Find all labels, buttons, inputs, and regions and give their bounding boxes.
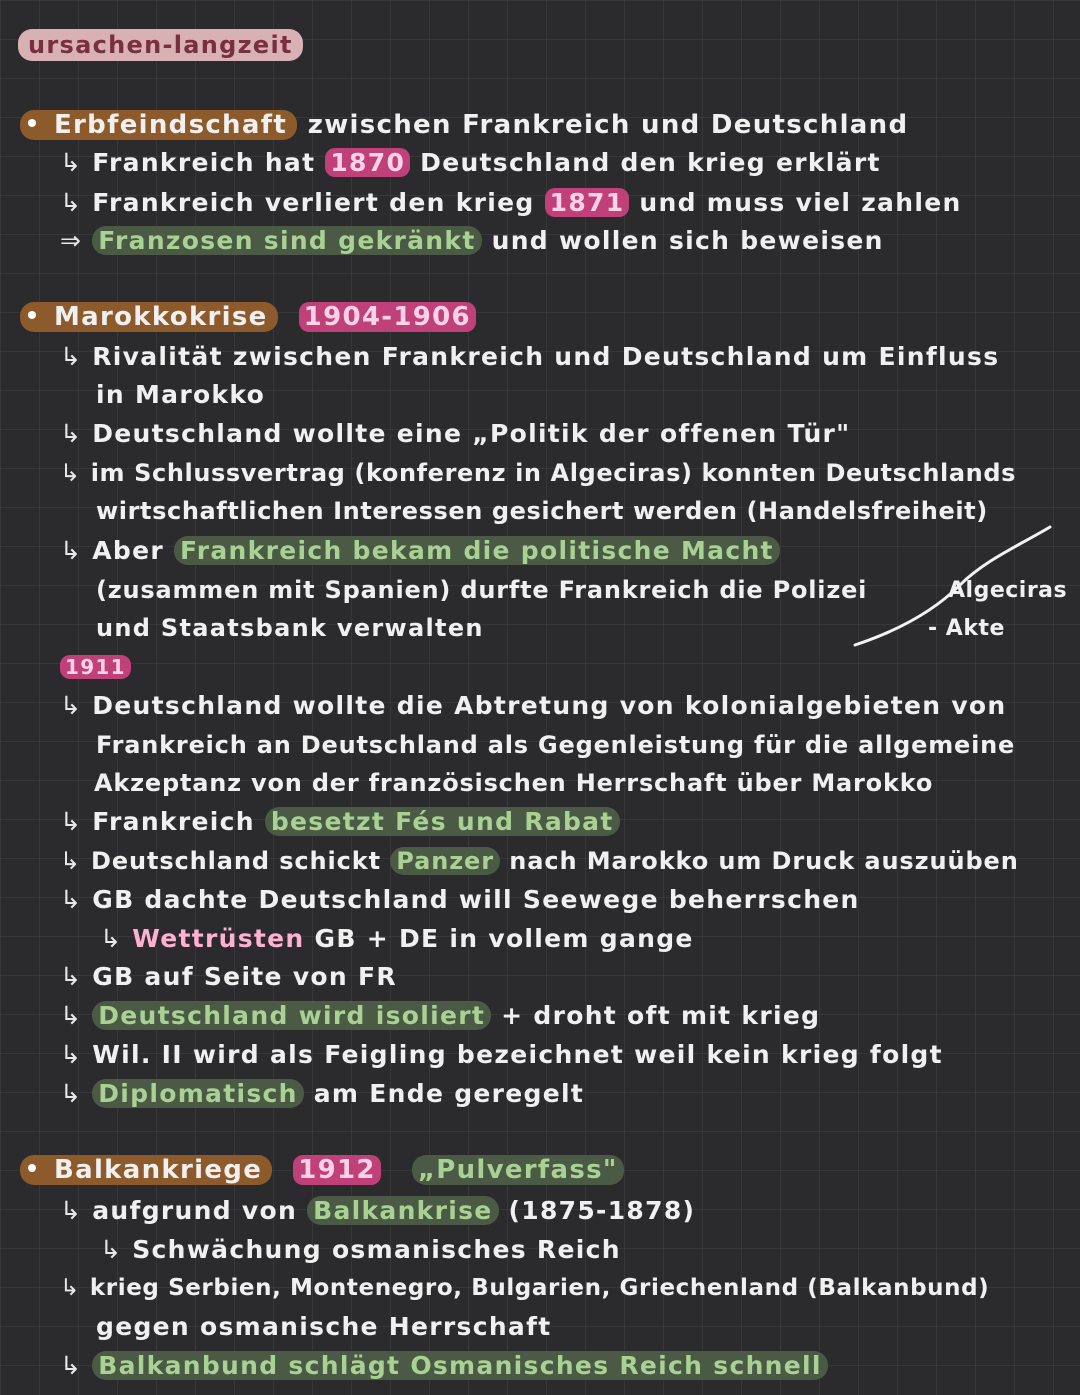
arrow-icon: ↳ [60, 1001, 83, 1030]
marokko-line-m4: ↳ GB dachte Deutschland will Seewege beherrschen [60, 885, 860, 914]
heading-highlight: Erbfeindschaft [20, 110, 297, 140]
marokko-line-m2: ↳ Frankreich besetzt Fés und Rabat [60, 805, 620, 839]
marokko-line-m3: ↳ Deutschland schickt Panzer nach Marokko um Druck auszuüben [60, 847, 1019, 875]
arrow-icon: ↳ [60, 419, 83, 448]
marokko-line-1b: in Marokko [96, 380, 266, 409]
arrow-icon: ↳ [60, 459, 81, 487]
marokko-line-m1b: Frankreich an Deutschland als Gegenleistung für die allgemeine [96, 731, 1016, 759]
arrow-icon: ↳ [100, 1235, 123, 1264]
marokko-line-2: ↳ Deutschland wollte eine „Politik der offenen Tür" [60, 419, 851, 448]
arrow-icon: ↳ [60, 691, 83, 720]
balkan-line-4: ↳ Balkanbund schlägt Osmanisches Reich schnell [60, 1349, 828, 1383]
balkan-line-3b: gegen osmanische Herrschaft [96, 1312, 552, 1341]
erbfeind-line-1: ↳ Frankreich hat 1870 Deutschland den krieg erklärt [60, 148, 881, 177]
side-note-algeciras: Algeciras [948, 578, 1068, 603]
arrow-icon: ↳ [60, 885, 83, 914]
arrow-icon: ↳ [60, 1196, 83, 1225]
heading-highlight: Balkankriege [20, 1155, 272, 1185]
connector-line [855, 527, 1050, 645]
implies-icon: ⇒ [60, 226, 83, 255]
arrow-icon: ↳ [100, 924, 123, 953]
arrow-icon: ↳ [60, 1275, 80, 1301]
marokko-line-3: ↳ im Schlussvertrag (konferenz in Algeciras) konnten Deutschlands [60, 459, 1017, 487]
erbfeind-line-2: ↳ Frankreich verliert den krieg 1871 und muss viel zahlen [60, 188, 962, 217]
balkan-line-1: ↳ aufgrund von Balkankrise (1875-1878) [60, 1196, 696, 1225]
marokko-line-4: ↳ Aber Frankreich bekam die politische Macht [60, 534, 780, 568]
marokko-line-5: (zusammen mit Spanien) durfte Frankreich die Polizei [96, 576, 868, 604]
marokko-line-3b: wirtschaftlichen Interessen gesichert werden (Handelsfreiheit) [96, 497, 988, 525]
arrow-icon: ↳ [60, 342, 83, 371]
arrow-icon: ↳ [60, 847, 82, 875]
marokko-line-m1: ↳ Deutschland wollte die Abtretung von kolonialgebieten von [60, 691, 1007, 720]
marokko-line-m6: ↳ GB auf Seite von FR [60, 962, 397, 991]
side-note-akte: - Akte [928, 616, 1005, 641]
marokko-line-1: ↳ Rivalität zwischen Frankreich und Deutschland um Einfluss [60, 342, 1000, 371]
marokko-line-m1c: Akzeptanz von der französischen Herrschaft über Marokko [94, 769, 934, 797]
section-balkan-heading: Balkankriege 1912 „Pulverfass" [20, 1153, 624, 1187]
arrow-icon: ↳ [60, 1040, 83, 1069]
arrow-icon: ↳ [60, 1079, 83, 1108]
marokko-line-m9: ↳ Diplomatisch am Ende geregelt [60, 1079, 585, 1108]
arrow-icon: ↳ [60, 807, 83, 836]
section-marokko-heading: Marokkokrise 1904-1906 [20, 300, 476, 334]
arrow-icon: ↳ [60, 188, 83, 217]
heading-highlight: Marokkokrise [20, 302, 278, 332]
balkan-line-2: ↳ Schwächung osmanisches Reich [100, 1235, 621, 1264]
erbfeind-line-3: ⇒ Franzosen sind gekränkt und wollen sich beweisen [60, 226, 884, 255]
marokko-line-m7: ↳ Deutschland wird isoliert + droht oft mit krieg [60, 1001, 821, 1030]
arrow-icon: ↳ [60, 1351, 83, 1380]
section-erbfeind-heading: Erbfeindschaft zwischen Frankreich und Deutschland [20, 108, 908, 142]
title-highlight: ursachen-langzeit [18, 29, 303, 61]
marokko-line-m8: ↳ Wil. II wird als Feigling bezeichnet weil kein krieg folgt [60, 1040, 943, 1069]
marokko-year-1911: 1911 [60, 650, 131, 684]
arrow-icon: ↳ [60, 536, 83, 565]
marokko-line-m5: ↳ Wettrüsten GB + DE in vollem gange [100, 924, 694, 953]
balkan-line-3: ↳ krieg Serbien, Montenegro, Bulgarien, Griechenland (Balkanbund) [60, 1275, 990, 1301]
arrow-icon: ↳ [60, 962, 83, 991]
arrow-icon: ↳ [60, 148, 83, 177]
marokko-line-6: und Staatsbank verwalten [96, 614, 484, 642]
